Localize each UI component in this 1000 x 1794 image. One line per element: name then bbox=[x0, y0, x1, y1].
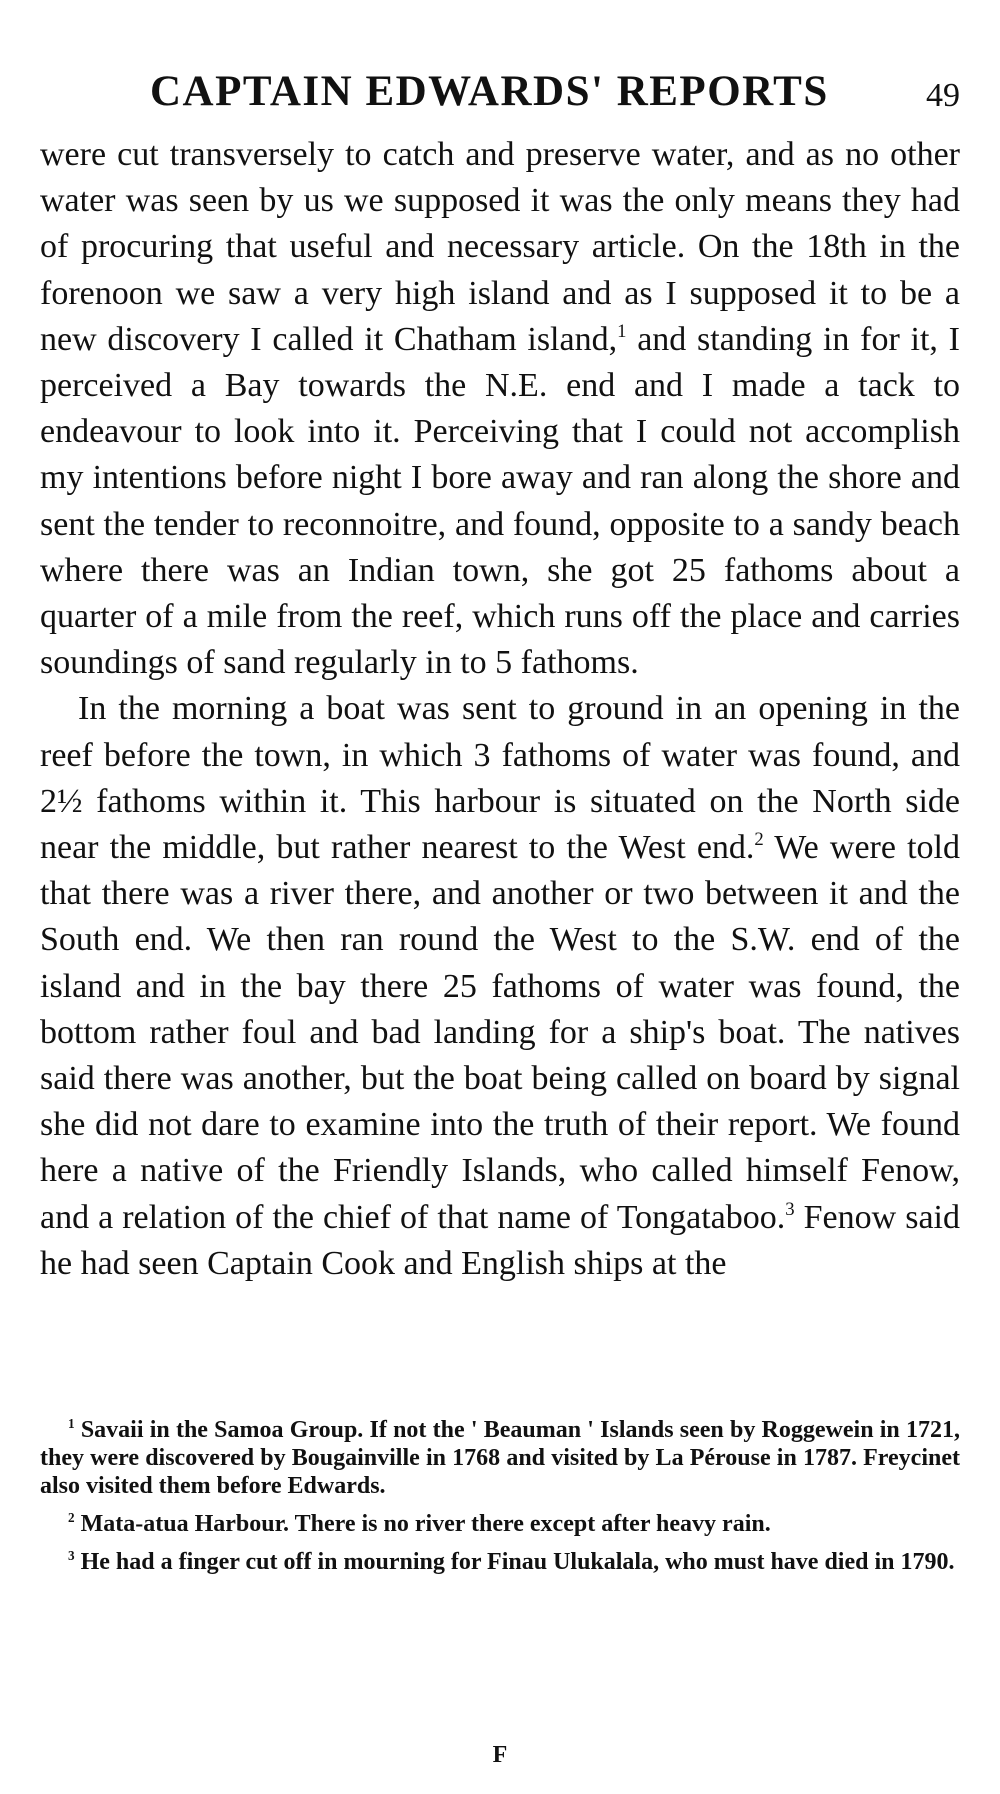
paragraph-2-text-c: Fenow said he had seen Captain Cook and English ships at the bbox=[40, 1198, 961, 1282]
paragraph-2 bbox=[40, 686, 960, 1287]
footnote-mark-1: 1 bbox=[68, 1415, 75, 1431]
running-head: CAPTAIN EDWARDS' REPORTS bbox=[150, 68, 829, 115]
footnote-1-text: Savaii in the Samoa Group. If not the ' Beauman ' Islands seen by Roggewein in 1721, they were discovered by Bougainville in 1768 and visited by La Pérouse in 1787. Freycinet also visited them before Edwards. bbox=[40, 1417, 960, 1499]
page-number: 49 bbox=[926, 77, 960, 114]
page-header bbox=[40, 64, 960, 120]
footnote-mark-2: 2 bbox=[68, 1509, 75, 1525]
footnote-3 bbox=[40, 1548, 960, 1576]
footnote-ref-3: 3 bbox=[785, 1198, 795, 1220]
footnote-3-text: He had a finger cut off in mourning for Finau Ulukalala, who must have died in 1790. bbox=[74, 1549, 955, 1575]
paragraph-1-text-a: were cut transversely to catch and preserve water, and as no other water was seen by us we supposed it was the only means they had of procuring that useful and necessary article. On the 18th in the forenoon we saw a very high island and as I supposed it to be a new discovery I called it Chatham island, bbox=[40, 136, 960, 358]
paragraph-2-text-a: In the morning a boat was sent to ground in an opening in the reef before the town, in which 3 fathoms of water was found, and 2½ fathoms within it. This harbour is situated on the North side near the middle, but rather nearest to the West end. bbox=[40, 690, 960, 867]
footnote-1 bbox=[40, 1416, 960, 1500]
paragraph-1-text-b: and standing in for it, I perceived a Bay towards the N.E. end and I made a tack to endeavour to look into it. Perceiving that I could not accomplish my intentions before night I bore away and ran along the shore and sent the tender to reconnoitre, and found, opposite to a sandy beach where there was an Indian town, she got 25 fathoms about a quarter of a mile from the reef, which runs off the place and carries soundings of sand regularly in to 5 fathoms. bbox=[40, 320, 960, 682]
signature-mark: F bbox=[492, 1742, 508, 1768]
footnote-ref-1: 1 bbox=[617, 320, 627, 342]
paragraph-2-text-b: We were told that there was a river there, and another or two between it and the South end. We then ran round the West to the S.W. end of the island and in the bay there 25 fathoms of water was found, the bottom rather foul and bad landing for a ship's boat. The natives said there was another, but the boat being called on board by signal she did not dare to examine into the truth of their report. We found here a native of the Friendly Islands, who called himself Fenow, and a relation of the chief of that name of Tongataboo. bbox=[40, 829, 960, 1236]
footnote-2-text: Mata-atua Harbour. There is no river there except after heavy rain. bbox=[74, 1511, 771, 1537]
paragraph-1 bbox=[40, 132, 960, 686]
footnote-2 bbox=[40, 1510, 960, 1538]
body-text bbox=[40, 132, 960, 1287]
footnote-mark-3: 3 bbox=[68, 1547, 75, 1563]
footnotes bbox=[40, 1416, 960, 1586]
footnote-ref-2: 2 bbox=[754, 828, 764, 850]
